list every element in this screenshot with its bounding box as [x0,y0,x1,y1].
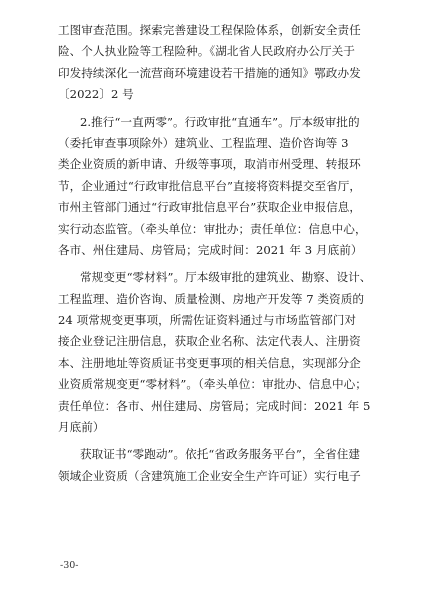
text-line: 各市、州住建局、房管局；完成时间：2021 年 3 月底前） [58,242,363,257]
paragraph [58,20,370,106]
text-line: 获取证书“零跑动”。依托“省政务服务平台”，全省住建 [80,447,361,462]
paragraph [58,267,370,438]
text-line: 领域企业资质（含建筑施工企业安全生产许可证）实行电子 [58,468,361,483]
text-line: （委托审查事项除外）建筑业、工程监理、造价咨询等 3 [58,135,349,150]
text-line: 实行动态监管。（牵头单位：审批办；责任单位：信息中心， [58,221,367,236]
text-line: 24 项常规变更事项，所需佐证资料通过与市场监管部门对 [58,313,357,328]
text-line: 市州主管部门通过“行政审批信息平台”获取企业申报信息， [58,200,362,215]
text-line: 险、个人执业险等工程险种。《湖北省人民政府办公厅关于 [58,44,355,59]
page-number: -30- [60,560,79,571]
text-line: 节，企业通过“行政审批信息平台”直接将资料提交至省厅， [58,178,362,193]
text-line: 〔2022〕2 号 [58,87,134,102]
text-line: 印发持续深化一流营商环境建设若干措施的通知》鄂政办发 [58,65,361,80]
text-line: 责任单位：各市、州住建局、房管局；完成时间：2021 年 5 [58,398,371,413]
paragraph [58,112,370,262]
text-line: 常规变更“零材料”。厅本级审批的建筑业、勘察、设计、 [80,270,372,285]
document-page [58,20,370,487]
text-line: 业资质常规变更“零材料”。（牵头单位：审批办、信息中心； [58,377,367,392]
text-line: 接企业登记注册信息，获取企业名称、法定代表人、注册资 [58,334,361,349]
text-line: 工程监理、造价咨询、质量检测、房地产开发等 7 类资质的 [58,291,364,306]
text-line: 工图审查范围。探索完善建设工程保险体系，创新安全责任 [58,23,361,37]
text-line: 本、注册地址等资质证书变更事项的相关信息，实现部分企 [58,355,361,370]
paragraph [58,444,370,487]
text-line: 月底前） [58,420,105,435]
text-line: 2.推行“一直两零”。行政审批“直通车”。厅本级审批的 [80,114,360,129]
text-line: 类企业资质的新申请、升级等事项，取消市州受理、转报环 [58,157,361,172]
